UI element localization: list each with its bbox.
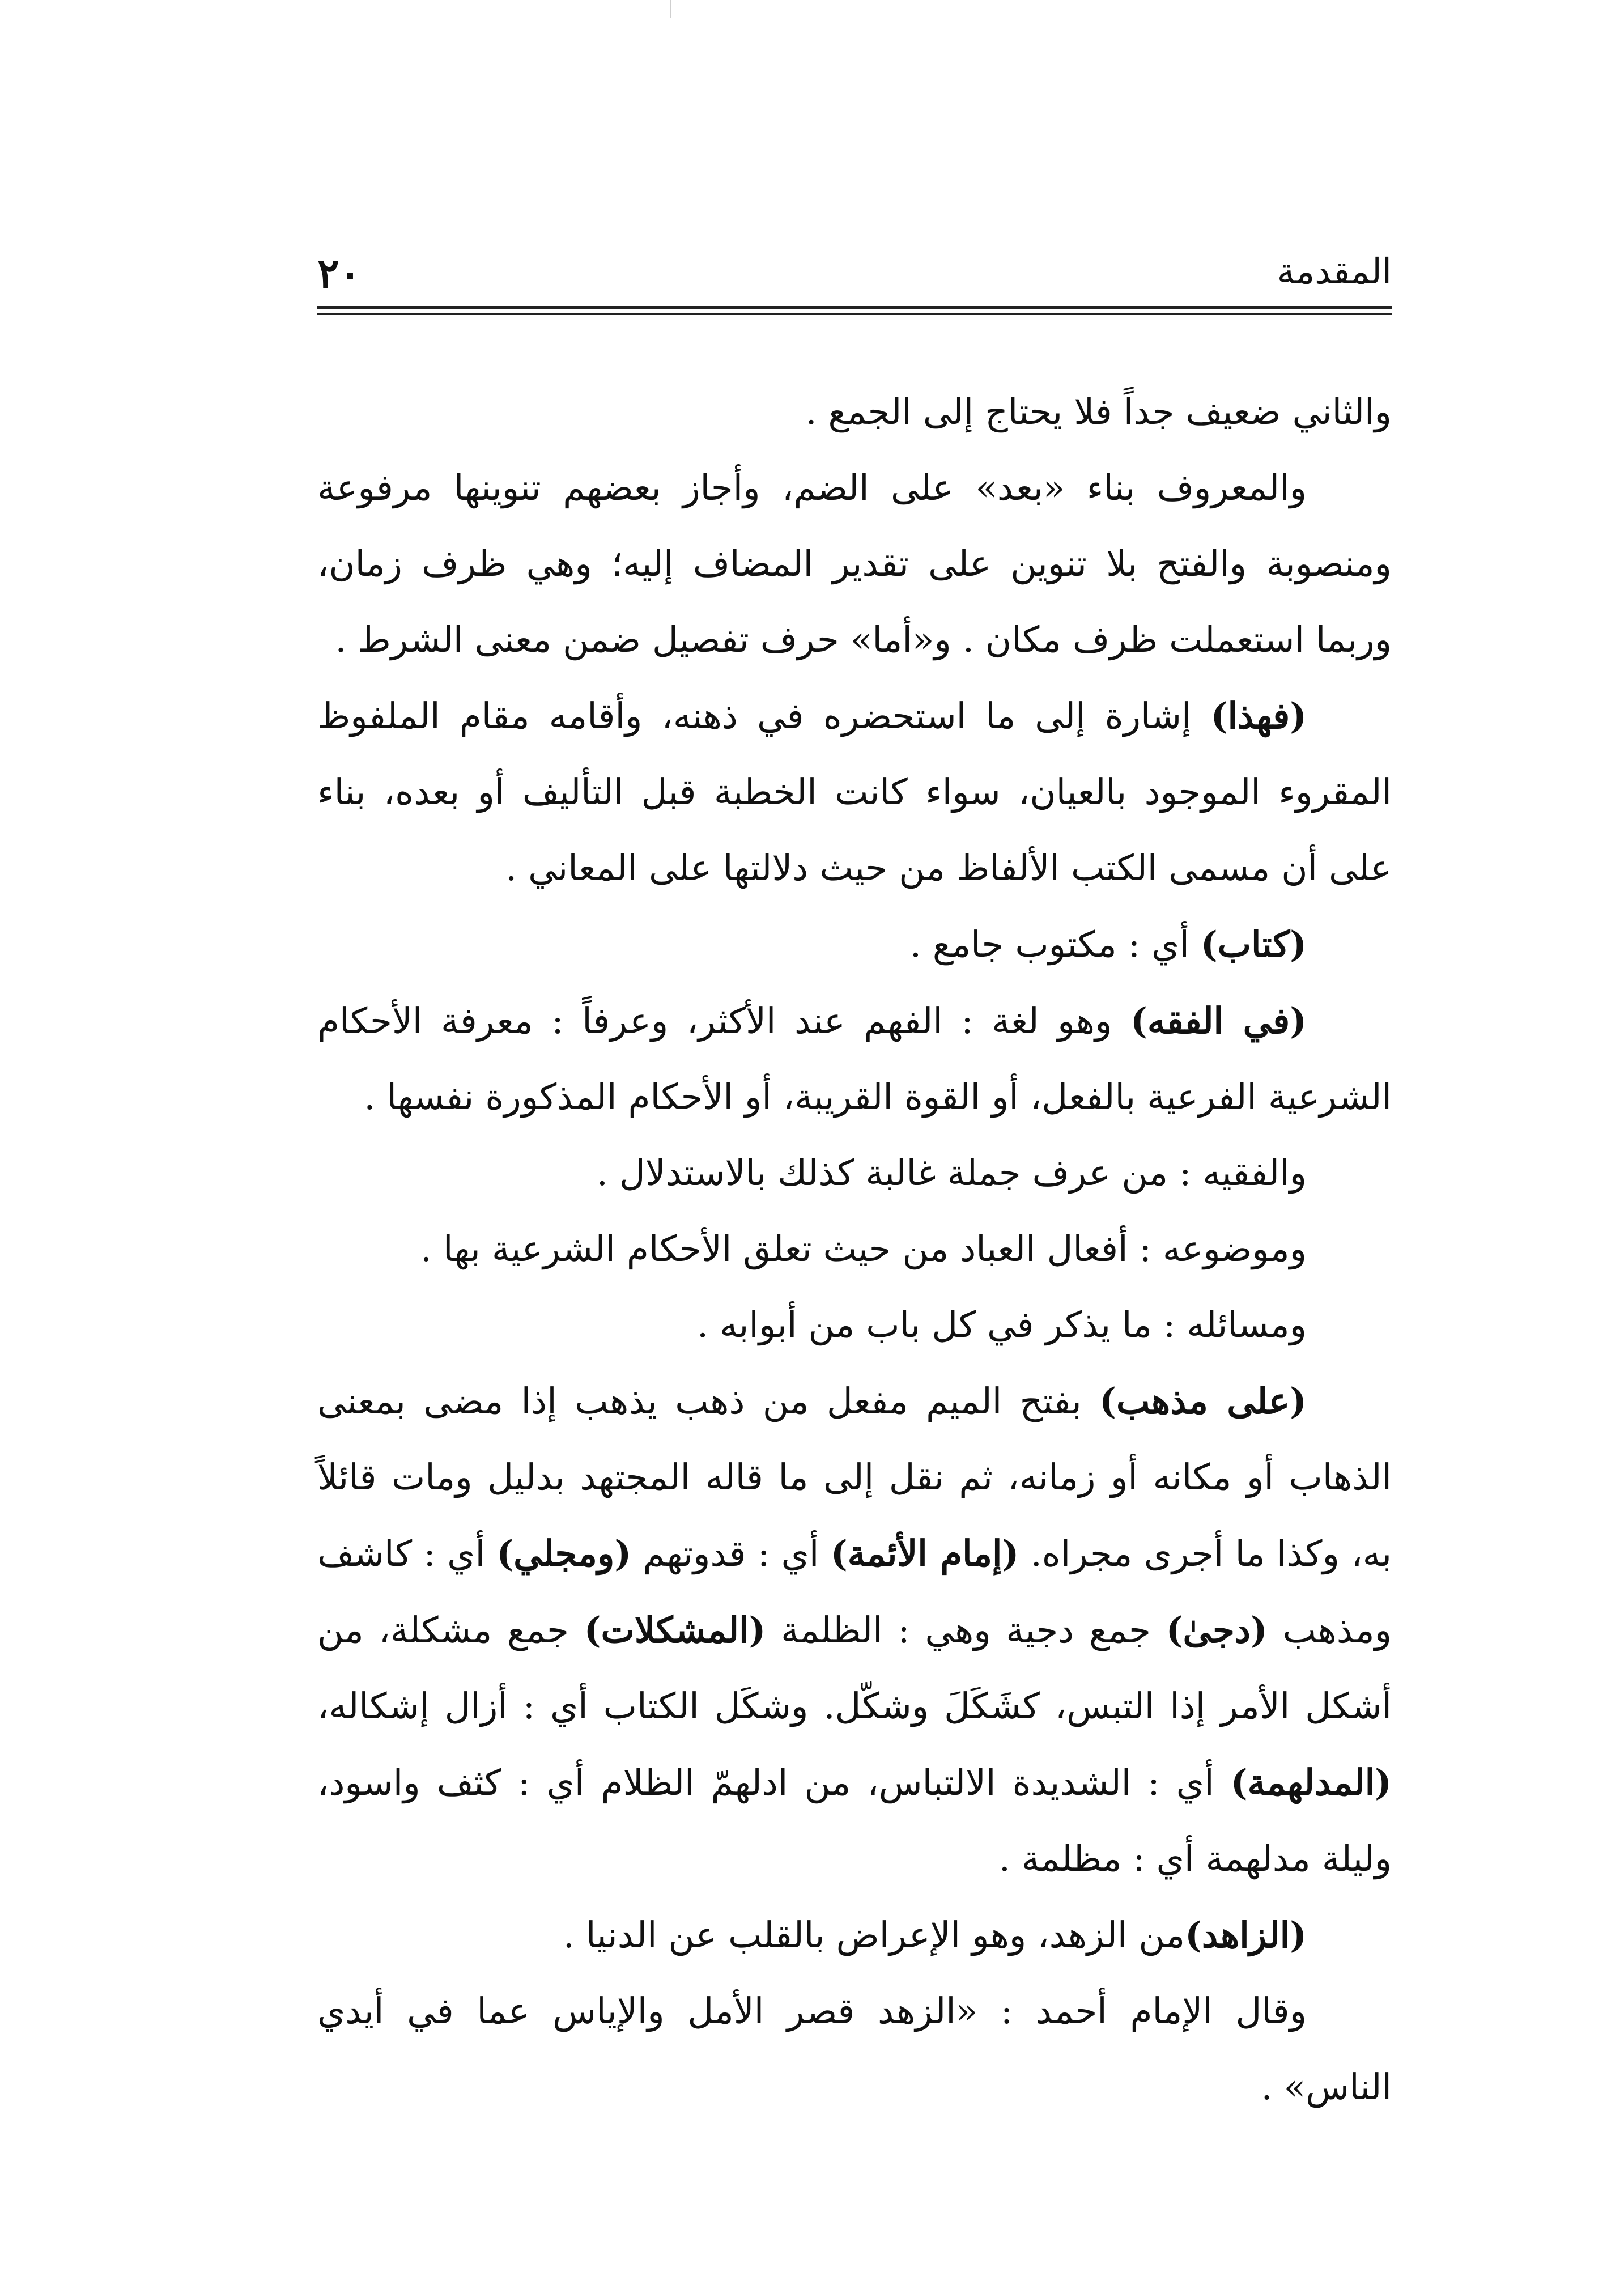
scan-mark	[670, 0, 671, 18]
paragraph-11: وقال الإمام أحمد : «الزهد قصر الأمل والإياس عما في أيدي الناس» .	[317, 1990, 1392, 2108]
paragraph-9: (على مذهب) بفتح الميم مفعل من ذهب يذهب إذا مضى بمعنى الذهاب أو مكانه أو زمانه، ثم نقل إلى ما قاله المجتهد بدليل ومات قائلاً به، وكذا ما أجرى مجراه. (إمام الأئمة) أي : قدوتهم (ومجلي) أي : كاشف ومذهب (دجىٰ) جمع دجية وهي : الظلمة (المشكلات) جمع مشكلة، من أشكل الأمر إذا التبس، كشَكَلَ وشكّل. وشكَل الكتاب أي : أزال إشكاله، (المدلهمة) أي : الشديدة الالتباس، من ادلهمّ الظلام أي : كثف واسود، وليلة مدلهمة أي : مظلمة .	[317, 1380, 1392, 1879]
term-wamujalli: (ومجلي)	[496, 1532, 632, 1574]
term-ala-madhhab: (على مذهب)	[1099, 1380, 1307, 1422]
term-almudlahimma: (المدلهمة)	[1230, 1761, 1392, 1803]
term-almushkilat: (المشكلات)	[584, 1609, 766, 1651]
paragraph-10: (الزاهد)من الزهد، وهو الإعراض بالقلب عن الدنيا .	[563, 1914, 1307, 1956]
term-imam-alaimma: (إمام الأئمة)	[830, 1532, 1019, 1574]
page-number: ٢٠	[317, 249, 362, 297]
chapter-title: المقدمة	[1277, 250, 1392, 292]
body-text	[317, 374, 1392, 2125]
term-duja: (دجىٰ)	[1166, 1609, 1268, 1651]
paragraph-5: (في الفقه) وهو لغة : الفهم عند الأكثر، وعرفاً : معرفة الأحكام الشرعية الفرعية بالفعل، أو القوة القريبة، أو الأحكام المذكورة نفسها .	[317, 1000, 1392, 1118]
term-kitab: (كتاب)	[1200, 923, 1307, 965]
term-fahadha: (فهذا)	[1210, 695, 1307, 737]
term-alzahid: (الزاهد)	[1185, 1914, 1307, 1956]
page-header	[317, 238, 1392, 306]
paragraph-7: وموضوعه : أفعال العباد من حيث تعلق الأحكام الشرعية بها .	[420, 1228, 1307, 1269]
paragraph-1: والثاني ضعيف جداً فلا يحتاج إلى الجمع .	[805, 391, 1392, 432]
paragraph-3: (فهذا) إشارة إلى ما استحضره في ذهنه، وأقامه مقام الملفوظ المقروء الموجود بالعيان، سواء كانت الخطبة قبل التأليف أو بعده، بناء على أن مسمى الكتب الألفاظ من حيث دلالتها على المعاني .	[317, 695, 1392, 889]
paragraph-6: والفقيه : من عرف جملة غالبة كذلك بالاستدلال .	[596, 1152, 1307, 1194]
paragraph-8: ومسائله : ما يذكر في كل باب من أبوابه .	[697, 1304, 1307, 1345]
term-fi-alfiqh: (في الفقه)	[1130, 1000, 1307, 1042]
paragraph-4: (كتاب) أي : مكتوب جامع .	[909, 923, 1307, 965]
header-divider	[317, 306, 1392, 315]
paragraph-2: والمعروف بناء «بعد» على الضم، وأجاز بعضهم تنوينها مرفوعة ومنصوبة والفتح بلا تنوين على تقدير المضاف إليه؛ وهي ظرف زمان، وربما استعملت ظرف مكان . و«أما» حرف تفصيل ضمن معنى الشرط .	[317, 467, 1392, 660]
